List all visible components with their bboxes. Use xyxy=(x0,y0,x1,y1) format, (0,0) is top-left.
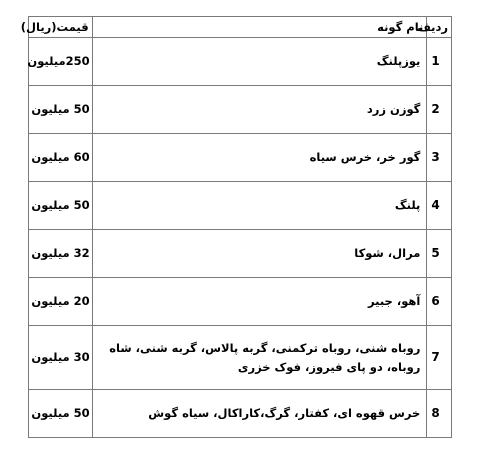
species-price-table xyxy=(20,16,452,438)
row-index: 5 xyxy=(427,230,452,278)
header-index: ردیف xyxy=(427,17,452,38)
price-value: 250میلیون xyxy=(29,38,93,86)
species-name: روباه شنی، روباه ترکمنی، گربه پالاس، گربه شنی، شاه روباه، دو پای فیروز، فوک خزری xyxy=(92,326,427,390)
row-index: 3 xyxy=(427,134,452,182)
row-index: 1 xyxy=(427,38,452,86)
header-price: قیمت(ریال) xyxy=(29,17,93,38)
row-index: 7 xyxy=(427,326,452,390)
species-name: آهو، جبیر xyxy=(92,278,427,326)
species-name: یوزپلنگ xyxy=(92,38,427,86)
price-value: 30 میلیون xyxy=(29,326,93,390)
table-row xyxy=(29,134,452,182)
row-index: 4 xyxy=(427,182,452,230)
table-row xyxy=(29,230,452,278)
row-index: 8 xyxy=(427,390,452,438)
row-index: 2 xyxy=(427,86,452,134)
species-name: پلنگ xyxy=(92,182,427,230)
table-row xyxy=(29,182,452,230)
species-name: گور خر، خرس سیاه xyxy=(92,134,427,182)
price-value: 50 میلیون xyxy=(29,390,93,438)
species-name: گوزن زرد xyxy=(92,86,427,134)
table-row xyxy=(29,390,452,438)
price-value: 60 میلیون xyxy=(29,134,93,182)
table-row xyxy=(29,326,452,390)
table-row xyxy=(29,278,452,326)
price-value: 50 میلیون xyxy=(29,182,93,230)
price-value: 20 میلیون xyxy=(29,278,93,326)
row-index: 6 xyxy=(427,278,452,326)
price-value: 32 میلیون xyxy=(29,230,93,278)
species-name: مرال، شوکا xyxy=(92,230,427,278)
table-row xyxy=(29,38,452,86)
species-name: خرس قهوه ای، کفتار، گرگ،کاراکال، سیاه گوش xyxy=(92,390,427,438)
header-species-name: نام گونه xyxy=(92,17,427,38)
price-value: 50 میلیون xyxy=(29,86,93,134)
table-row xyxy=(29,86,452,134)
table-header-row xyxy=(29,17,452,38)
